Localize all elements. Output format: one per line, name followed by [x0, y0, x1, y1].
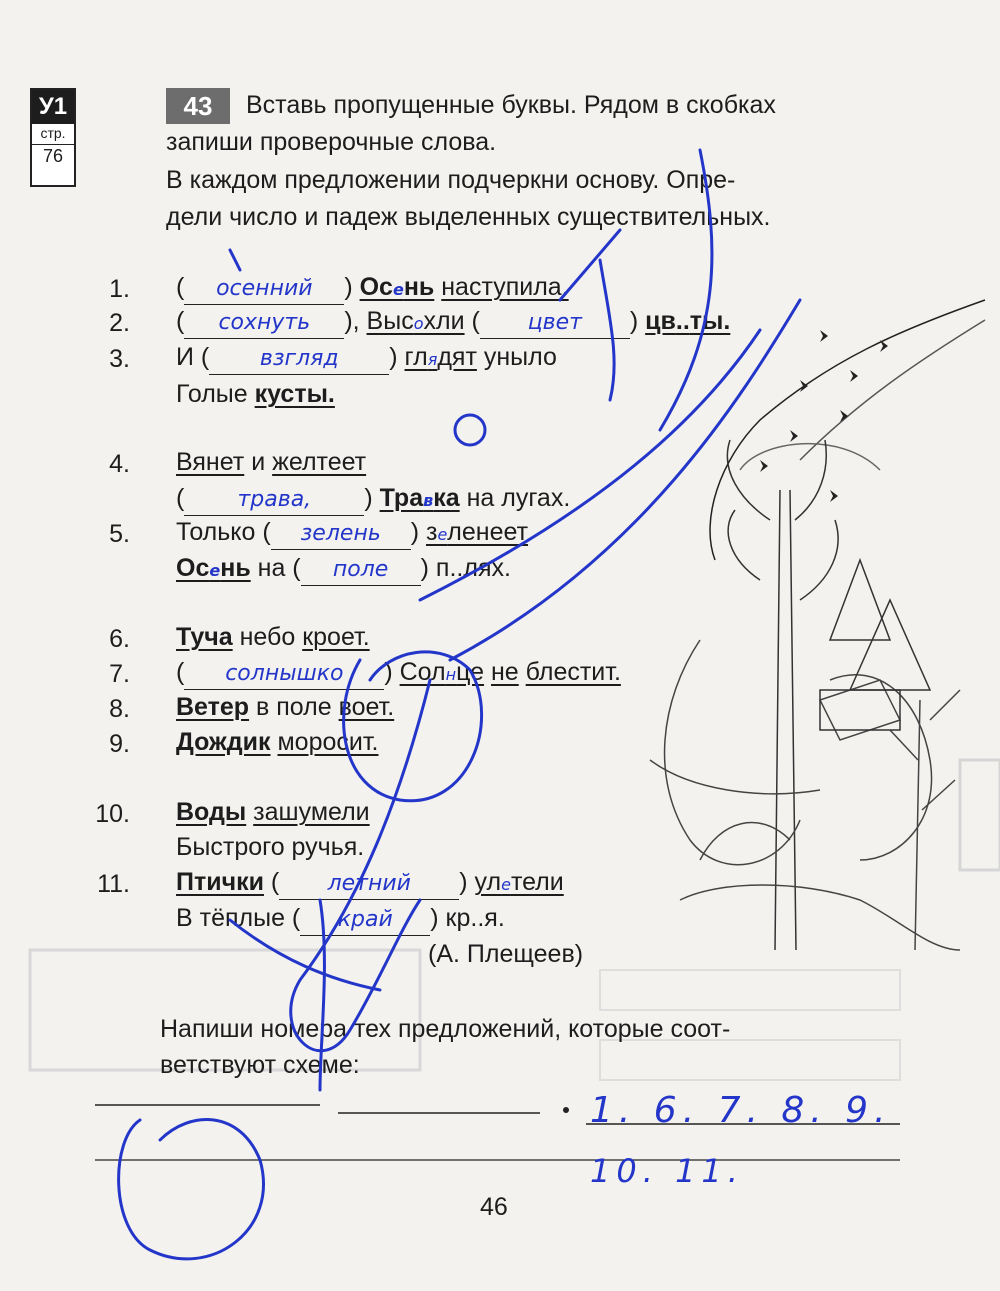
task2-line: Напиши номера тех предложений, которые соот-	[160, 1015, 731, 1043]
poem-author: (А. Плещеев)	[428, 940, 584, 968]
sentence-5: Только ( зелень ) зеленеет	[176, 515, 528, 552]
line-number: 9.	[109, 730, 130, 758]
line-number: 2.	[109, 309, 130, 337]
sentence-10: Воды зашумели	[176, 798, 370, 826]
reference-page-number: 76	[32, 144, 74, 167]
handwritten-check-word: осенний	[216, 276, 313, 301]
sentence-6: Туча небо кроет.	[176, 623, 370, 651]
line-number: 4.	[109, 450, 130, 478]
line-number: 5.	[109, 520, 130, 548]
line-number: 1.	[109, 275, 130, 303]
instruction-line: запиши проверочные слова.	[166, 128, 497, 156]
instruction-line: Вставь пропущенные буквы. Рядом в скобках	[246, 91, 776, 119]
page-number: 46	[480, 1193, 508, 1221]
sentence-7: ( солнышко ) Солнце не блестит.	[176, 655, 621, 692]
instruction-line: дели число и падеж выделенных существительных.	[166, 203, 771, 231]
sentence-2: ( сохнуть ), Высохли ( цвет ) цв..ты.	[176, 304, 730, 341]
instruction-line: В каждом предложении подчеркни основу. Опре-	[166, 166, 736, 194]
sentence-11-cont: В тёплые ( край ) кр..я.	[176, 901, 505, 936]
sentence-8: Ветер в поле воет.	[176, 693, 395, 721]
sentence-1: ( осенний ) Осень наступила.	[176, 270, 569, 307]
sentence-11: Птички ( летний ) улетели	[176, 865, 564, 902]
exercise-number-badge: 43	[166, 88, 230, 124]
sentence-4: Вянет и желтеет	[176, 448, 367, 476]
sentence-4-cont: ( трава, ) Травка на лугах.	[176, 481, 570, 518]
line-number: 7.	[109, 660, 130, 688]
sentence-3: И ( взгляд ) глядят уныло	[176, 340, 557, 377]
line-number: 3.	[109, 345, 130, 373]
task2-line: ветствуют схеме:	[160, 1051, 360, 1079]
sentence-5-cont: Осень на ( поле ) п..лях.	[176, 551, 511, 588]
line-number: 11.	[97, 870, 130, 898]
sentence-10-cont: Быстрого ручья.	[176, 833, 365, 861]
line-number: 6.	[109, 625, 130, 653]
unit-label: У1	[32, 90, 74, 124]
line-number: 10.	[95, 800, 130, 828]
line-number: 8.	[109, 695, 130, 723]
handwritten-answer: 10. 11.	[590, 1152, 744, 1190]
sentence-9: Дождик моросит.	[176, 728, 379, 756]
page-prefix: стр.	[40, 125, 66, 141]
sentence-3-cont: Голые кусты.	[176, 380, 335, 408]
handwritten-answer: 1. 6. 7. 8. 9.	[590, 1090, 892, 1131]
